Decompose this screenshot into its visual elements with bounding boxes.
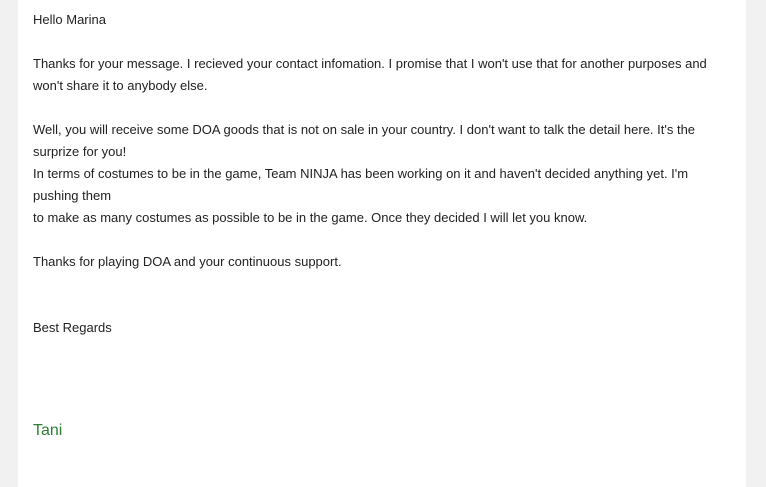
signature-name: Tani xyxy=(33,422,63,439)
paragraph-2-line-2: surprize for you! xyxy=(33,144,127,159)
email-body-panel xyxy=(18,0,746,487)
paragraph-2-line-1: Well, you will receive some DOA goods that is not on sale in your country. I don't want to talk the detail here. It's the xyxy=(33,122,696,137)
greeting-text: Hello Marina xyxy=(33,12,106,27)
closing-text: Best Regards xyxy=(33,320,112,335)
paragraph-2-line-4: pushing them xyxy=(33,188,112,203)
paragraph-1-line-2: won't share it to anybody else. xyxy=(33,78,208,93)
paragraph-3-text: Thanks for playing DOA and your continuous support. xyxy=(33,254,342,269)
paragraph-2-line-3: In terms of costumes to be in the game, Team NINJA has been working on it and haven't decided anything yet. I'm xyxy=(33,166,689,181)
paragraph-1-line-1: Thanks for your message. I recieved your contact infomation. I promise that I won't use that for another purposes and xyxy=(33,56,707,71)
paragraph-2-line-5: to make as many costumes as possible to be in the game. Once they decided I will let you know. xyxy=(33,210,588,225)
